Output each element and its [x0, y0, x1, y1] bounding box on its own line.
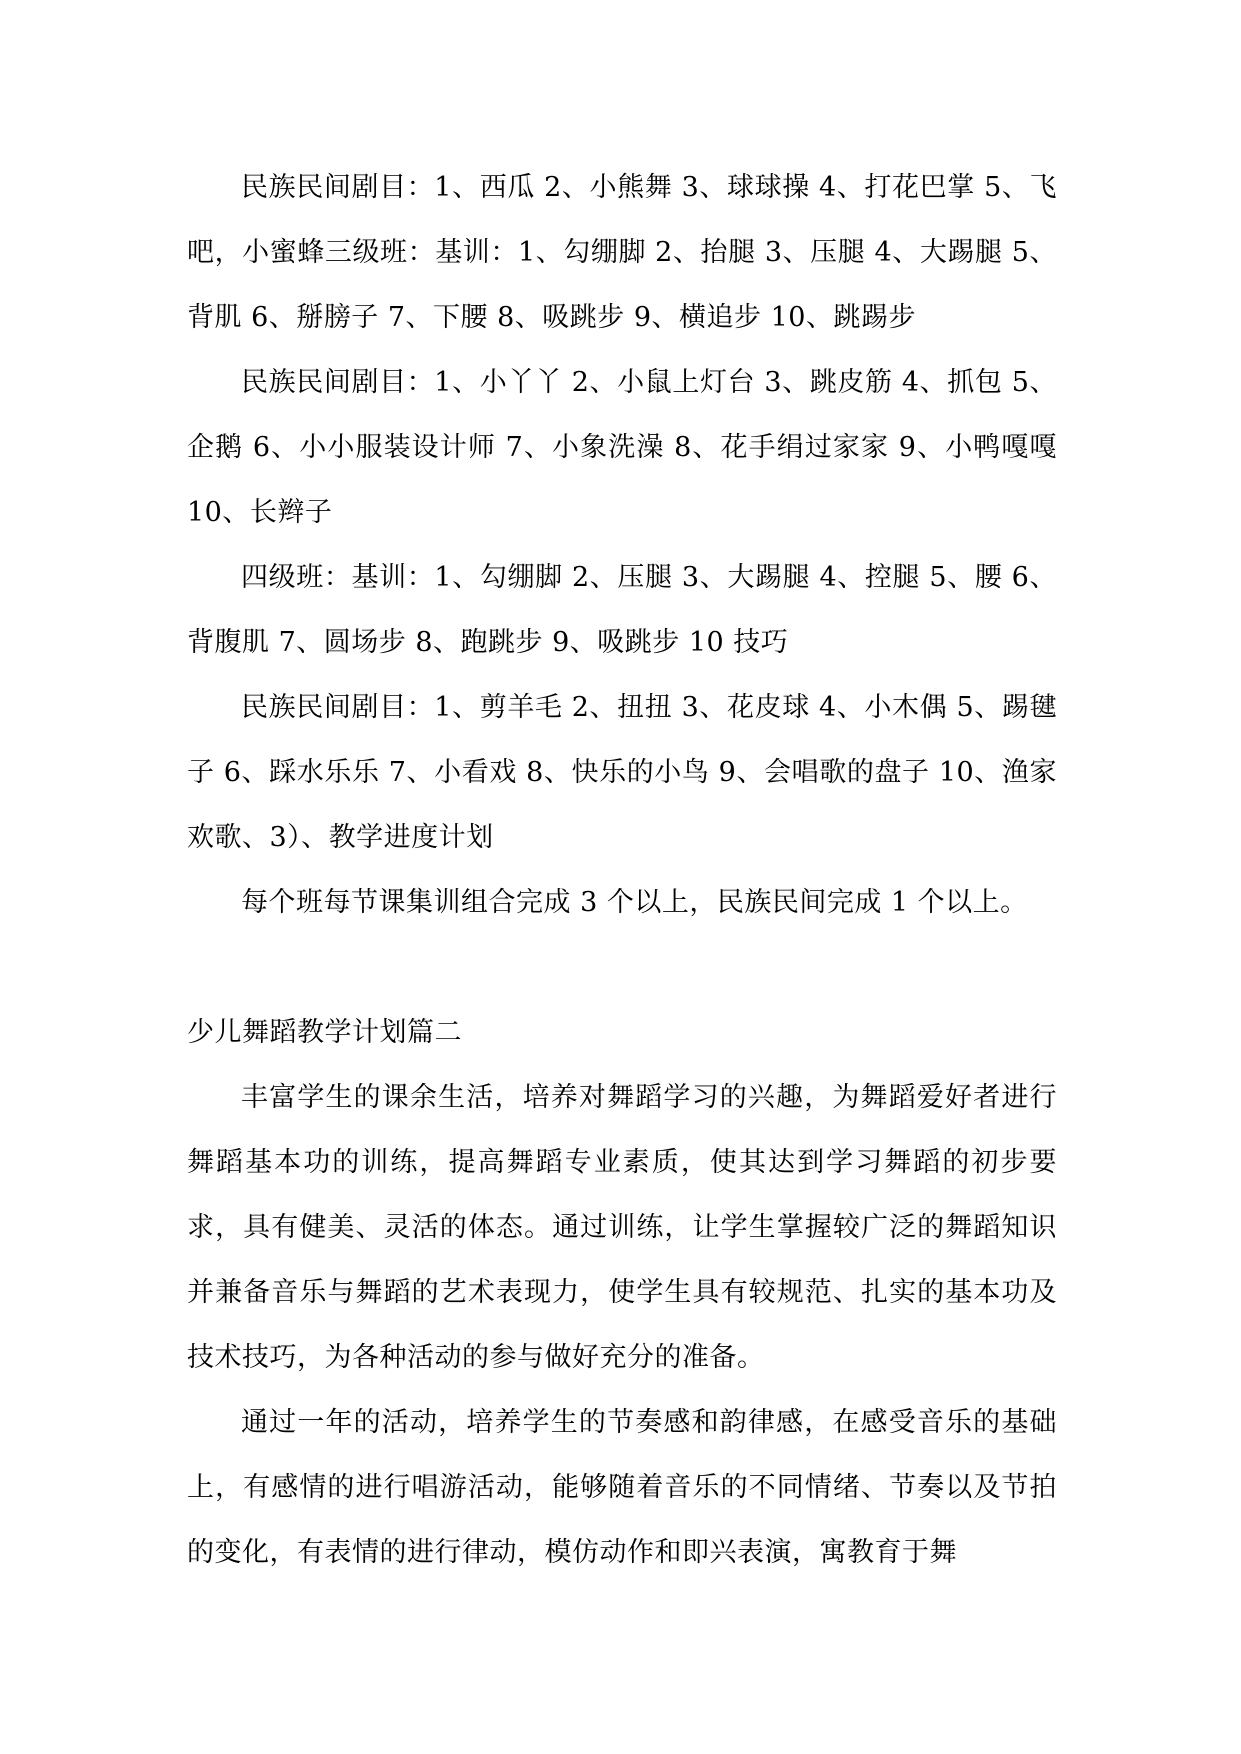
paragraph-activities: 通过一年的活动，培养学生的节奏感和韵律感，在感受音乐的基础上，有感情的进行唱游活动，能够随着音乐的不同情绪、节奏以及节拍的变化，有表情的进行律动，模仿动作和即兴表演，寓教育于舞: [187, 1407, 1057, 1568]
paragraph-folk-repertoire-level3: 民族民间剧目：1、小丫丫 2、小鼠上灯台 3、跳皮筋 4、抓包 5、企鹅 6、小小服装设计师 7、小象洗澡 8、花手绢过家家 9、小鸭嘎嘎 10、长辫子: [187, 367, 1057, 528]
paragraph-folk-repertoire-level4: 民族民间剧目：1、剪羊毛 2、扭扭 3、花皮球 4、小木偶 5、踢毽子 6、踩水乐乐 7、小看戏 8、快乐的小鸟 9、会唱歌的盘子 10、渔家欢歌、3）、教学进度计划: [187, 692, 1057, 853]
paragraph-progress-plan: 每个班每节课集训组合完成 3 个以上，民族民间完成 1 个以上。: [241, 887, 1028, 918]
document-body: [187, 155, 1057, 1585]
section-spacer: [187, 935, 1057, 1000]
paragraph-level4-basic-training: 四级班：基训：1、勾绷脚 2、压腿 3、大踢腿 4、控腿 5、腰 6、背腹肌 7、圆场步 8、跑跳步 9、吸跳步 10 技巧: [187, 562, 1057, 658]
paragraph-goals: 丰富学生的课余生活，培养对舞蹈学习的兴趣，为舞蹈爱好者进行舞蹈基本功的训练，提高舞蹈专业素质，使其达到学习舞蹈的初步要求，具有健美、灵活的体态。通过训练，让学生掌握较广泛的舞蹈知识并兼备音乐与舞蹈的艺术表现力，使学生具有较规范、扎实的基本功及技术技巧，为各种活动的参与做好充分的准备。: [187, 1082, 1057, 1373]
section-title: 少儿舞蹈教学计划篇二: [187, 1017, 462, 1048]
paragraph-folk-repertoire-level2: 民族民间剧目：1、西瓜 2、小熊舞 3、球球操 4、打花巴掌 5、飞吧，小蜜蜂三级班：基训：1、勾绷脚 2、抬腿 3、压腿 4、大踢腿 5、背肌 6、掰膀子 7、下腰 8、吸跳步 9、横追步 10、跳踢步: [187, 172, 1057, 333]
